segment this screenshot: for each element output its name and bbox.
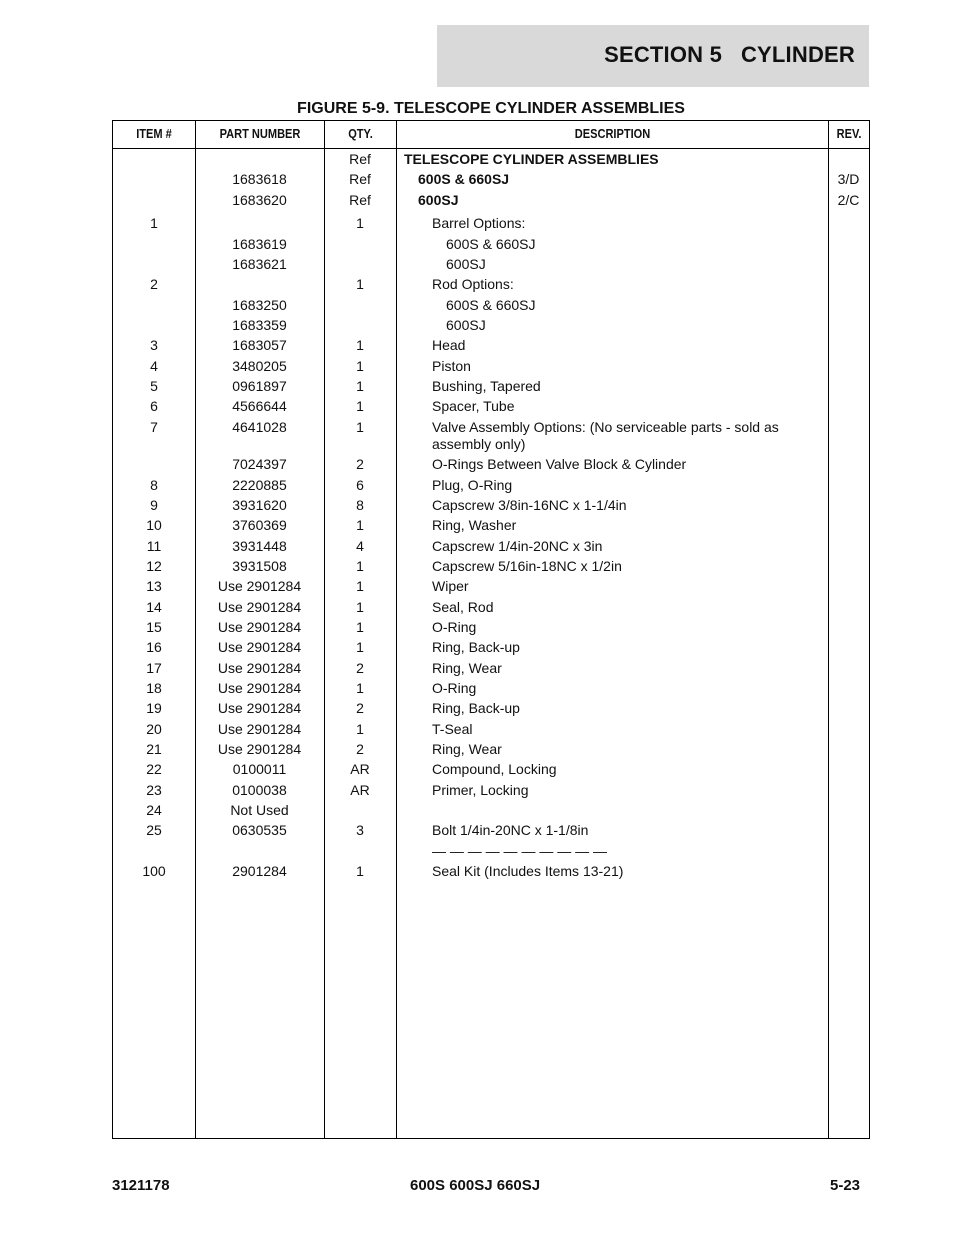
description-text: — — — — — — — — — — bbox=[432, 842, 608, 859]
description bbox=[396, 398, 828, 415]
part-number: 2220885 bbox=[232, 476, 287, 493]
item-number: 23 bbox=[146, 781, 162, 798]
part-number: 4566644 bbox=[232, 398, 287, 415]
part-number: 3931508 bbox=[232, 557, 287, 574]
description-text: 600S & 660SJ bbox=[446, 296, 536, 313]
description-text: Ring, Back-up bbox=[432, 639, 520, 656]
quantity: 1 bbox=[356, 720, 364, 737]
description bbox=[396, 639, 828, 656]
description bbox=[396, 517, 828, 534]
part-number: Use 2901284 bbox=[217, 659, 302, 676]
description bbox=[396, 822, 828, 839]
part-number: 3931448 bbox=[232, 537, 287, 554]
header-rev: REV. bbox=[836, 126, 862, 141]
item-number bbox=[113, 236, 195, 253]
revision bbox=[828, 721, 869, 738]
item-number: 4 bbox=[150, 357, 158, 374]
part-number: 0961897 bbox=[232, 378, 287, 395]
part-number: 3931620 bbox=[232, 496, 287, 513]
part-number: 1683621 bbox=[232, 256, 287, 273]
description bbox=[396, 558, 828, 575]
revision bbox=[828, 761, 869, 778]
table-row bbox=[113, 495, 869, 515]
description-text: 600S & 660SJ bbox=[418, 171, 510, 188]
table-row bbox=[113, 841, 869, 861]
quantity: 1 bbox=[356, 378, 364, 395]
table-row bbox=[113, 295, 869, 315]
description bbox=[396, 802, 828, 819]
part-number: Not Used bbox=[230, 802, 289, 818]
header-qty: QTY. bbox=[348, 126, 373, 141]
revision bbox=[828, 358, 869, 375]
part-number: 1683620 bbox=[232, 191, 287, 208]
item-number bbox=[113, 843, 195, 860]
description bbox=[396, 741, 828, 758]
table-row bbox=[113, 576, 869, 596]
description-text: Wiper bbox=[432, 578, 469, 595]
description-text: Valve Assembly Options: (No serviceable parts - sold as assembly only) bbox=[432, 418, 779, 452]
description-text: Bushing, Tapered bbox=[432, 378, 541, 395]
item-number: 24 bbox=[146, 802, 162, 818]
item-number bbox=[113, 171, 195, 188]
part-number: Use 2901284 bbox=[217, 740, 302, 757]
description-text: T-Seal bbox=[432, 720, 473, 737]
description-text: Spacer, Tube bbox=[432, 398, 515, 415]
revision bbox=[828, 538, 869, 555]
table-row bbox=[113, 637, 869, 657]
quantity: 1 bbox=[356, 418, 364, 435]
description bbox=[396, 863, 828, 880]
description bbox=[396, 477, 828, 494]
item-number: 9 bbox=[150, 496, 158, 513]
table-row bbox=[113, 597, 869, 617]
part-number bbox=[195, 276, 324, 293]
description-text: 600SJ bbox=[418, 191, 459, 208]
description bbox=[396, 171, 828, 188]
quantity: 2 bbox=[356, 740, 364, 757]
revision bbox=[828, 477, 869, 494]
item-number: 10 bbox=[146, 517, 162, 534]
description bbox=[396, 456, 828, 473]
quantity: 4 bbox=[356, 537, 364, 554]
quantity bbox=[324, 297, 396, 314]
item-number: 18 bbox=[146, 679, 162, 696]
quantity: 3 bbox=[356, 822, 364, 839]
quantity: 1 bbox=[356, 618, 364, 635]
quantity: 1 bbox=[356, 863, 364, 880]
quantity: 1 bbox=[356, 276, 364, 293]
quantity: Ref bbox=[349, 151, 371, 167]
item-number: 7 bbox=[150, 418, 158, 435]
revision bbox=[828, 297, 869, 314]
figure-title: FIGURE 5-9. TELESCOPE CYLINDER ASSEMBLIES bbox=[297, 100, 685, 117]
table-row bbox=[113, 719, 869, 739]
item-number bbox=[113, 297, 195, 314]
table-row bbox=[113, 617, 869, 637]
part-number: Use 2901284 bbox=[217, 618, 302, 635]
table-row bbox=[113, 417, 869, 454]
part-number: 7024397 bbox=[232, 456, 287, 473]
revision: 3/D bbox=[837, 171, 860, 188]
table-row bbox=[113, 780, 869, 800]
description bbox=[396, 680, 828, 697]
part-number: 0630535 bbox=[232, 822, 287, 839]
description bbox=[396, 358, 828, 375]
table-row bbox=[113, 356, 869, 376]
part-number bbox=[195, 151, 324, 168]
item-number: 16 bbox=[146, 639, 162, 656]
description-text: O-Ring bbox=[432, 618, 477, 635]
table-row bbox=[113, 169, 869, 189]
quantity: AR bbox=[350, 781, 370, 798]
description bbox=[396, 782, 828, 799]
parts-table bbox=[112, 120, 870, 1139]
table-row bbox=[113, 475, 869, 495]
quantity: 1 bbox=[356, 598, 364, 615]
description bbox=[396, 151, 828, 168]
description bbox=[396, 538, 828, 555]
revision bbox=[828, 215, 869, 232]
quantity: AR bbox=[350, 761, 370, 778]
item-number bbox=[113, 256, 195, 273]
table-header bbox=[113, 121, 869, 149]
quantity: 8 bbox=[356, 496, 364, 513]
item-number: 100 bbox=[142, 863, 166, 880]
item-number: 1 bbox=[150, 215, 158, 232]
revision bbox=[828, 782, 869, 799]
revision bbox=[828, 843, 869, 860]
table-row bbox=[113, 454, 869, 474]
revision bbox=[828, 256, 869, 273]
item-number: 20 bbox=[146, 720, 162, 737]
revision bbox=[828, 276, 869, 293]
revision bbox=[828, 558, 869, 575]
description-text: Ring, Washer bbox=[432, 517, 517, 534]
part-number: 1683057 bbox=[232, 337, 287, 354]
revision bbox=[828, 151, 869, 168]
quantity bbox=[324, 802, 396, 819]
table-row bbox=[113, 335, 869, 355]
description bbox=[396, 317, 828, 334]
item-number: 14 bbox=[146, 598, 162, 615]
section-title: SECTION 5 CYLINDER bbox=[604, 42, 855, 67]
table-row bbox=[113, 658, 869, 678]
section-banner bbox=[437, 25, 869, 87]
revision bbox=[828, 619, 869, 636]
part-number: 1683250 bbox=[232, 296, 287, 313]
description bbox=[396, 619, 828, 636]
item-number bbox=[113, 151, 195, 168]
item-number: 19 bbox=[146, 700, 162, 717]
quantity: 1 bbox=[356, 517, 364, 534]
revision bbox=[828, 599, 869, 616]
description-text: Capscrew 3/8in-16NC x 1-1/4in bbox=[432, 496, 627, 513]
item-number: 22 bbox=[146, 761, 162, 778]
item-number bbox=[113, 317, 195, 334]
table-row bbox=[113, 698, 869, 718]
description bbox=[396, 843, 828, 860]
revision bbox=[828, 660, 869, 677]
part-number: Use 2901284 bbox=[217, 598, 302, 615]
quantity: 1 bbox=[356, 337, 364, 354]
part-number: Use 2901284 bbox=[217, 639, 302, 656]
table-row bbox=[113, 800, 869, 820]
table-row bbox=[113, 149, 869, 169]
quantity bbox=[324, 256, 396, 273]
part-number: Use 2901284 bbox=[217, 720, 302, 737]
table-row bbox=[113, 315, 869, 335]
item-number bbox=[113, 456, 195, 473]
table-row bbox=[113, 739, 869, 759]
header-description: DESCRIPTION bbox=[574, 126, 651, 141]
revision bbox=[828, 378, 869, 395]
table-row bbox=[113, 274, 869, 294]
description bbox=[396, 192, 828, 209]
quantity: 6 bbox=[356, 476, 364, 493]
revision bbox=[828, 822, 869, 839]
part-number: 0100038 bbox=[232, 781, 287, 798]
item-number: 17 bbox=[146, 659, 162, 676]
description-text: O-Rings Between Valve Block & Cylinder bbox=[432, 456, 687, 473]
item-number: 8 bbox=[150, 476, 158, 493]
description-text: Ring, Wear bbox=[432, 659, 502, 676]
description-text: O-Ring bbox=[432, 679, 477, 696]
part-number bbox=[195, 843, 324, 860]
revision bbox=[828, 337, 869, 354]
description bbox=[396, 578, 828, 595]
quantity: Ref bbox=[349, 171, 371, 188]
description bbox=[396, 497, 828, 514]
footer-page-number: 5-23 bbox=[830, 1177, 861, 1194]
revision bbox=[828, 398, 869, 415]
item-number: 13 bbox=[146, 578, 162, 595]
revision bbox=[828, 517, 869, 534]
quantity bbox=[324, 317, 396, 334]
description-text: 600SJ bbox=[446, 256, 486, 273]
description-text: Primer, Locking bbox=[432, 781, 529, 798]
part-number: Use 2901284 bbox=[217, 700, 302, 717]
description-text: Head bbox=[432, 337, 466, 354]
table-row bbox=[113, 536, 869, 556]
description-text: 600S & 660SJ bbox=[446, 235, 536, 252]
item-number: 2 bbox=[150, 276, 158, 293]
revision bbox=[828, 639, 869, 656]
part-number: 4641028 bbox=[232, 418, 287, 435]
part-number: 1683619 bbox=[232, 235, 287, 252]
revision bbox=[828, 317, 869, 334]
description-text: 600SJ bbox=[446, 317, 486, 334]
table-row bbox=[113, 213, 869, 233]
item-number: 15 bbox=[146, 618, 162, 635]
quantity: 1 bbox=[356, 357, 364, 374]
description-text: Ring, Wear bbox=[432, 740, 502, 757]
revision bbox=[828, 578, 869, 595]
footer-doc-number: 3121178 bbox=[112, 1177, 170, 1194]
description-text: TELESCOPE CYLINDER ASSEMBLIES bbox=[404, 151, 659, 167]
part-number: 3480205 bbox=[232, 357, 287, 374]
header-part-number: PART NUMBER bbox=[219, 126, 301, 141]
part-number: 3760369 bbox=[232, 517, 287, 534]
quantity: 2 bbox=[356, 700, 364, 717]
description bbox=[396, 337, 828, 354]
part-number: 2901284 bbox=[232, 863, 287, 880]
item-number: 11 bbox=[146, 537, 162, 554]
header-item: ITEM # bbox=[136, 126, 172, 141]
description bbox=[396, 276, 828, 293]
revision bbox=[828, 700, 869, 717]
item-number: 21 bbox=[146, 740, 162, 757]
revision bbox=[828, 456, 869, 473]
description bbox=[396, 419, 828, 453]
part-number: 1683359 bbox=[232, 317, 287, 334]
part-number: 1683618 bbox=[232, 171, 287, 188]
quantity: 1 bbox=[356, 215, 364, 232]
table-row bbox=[113, 556, 869, 576]
part-number bbox=[195, 215, 324, 232]
quantity: 1 bbox=[356, 639, 364, 656]
description bbox=[396, 599, 828, 616]
part-number: 0100011 bbox=[232, 761, 287, 778]
quantity bbox=[324, 843, 396, 860]
revision bbox=[828, 863, 869, 880]
quantity: 1 bbox=[356, 398, 364, 415]
footer-models: 600S 600SJ 660SJ bbox=[410, 1177, 541, 1194]
quantity: 2 bbox=[356, 659, 364, 676]
table-row bbox=[113, 678, 869, 698]
description-text: Barrel Options: bbox=[432, 215, 526, 232]
item-number: 12 bbox=[146, 557, 162, 574]
description-text: Compound, Locking bbox=[432, 761, 557, 778]
description-text: Ring, Back-up bbox=[432, 700, 520, 717]
quantity bbox=[324, 236, 396, 253]
table-row bbox=[113, 759, 869, 779]
quantity: Ref bbox=[349, 191, 371, 208]
table-row bbox=[113, 376, 869, 396]
revision: 2/C bbox=[837, 191, 860, 208]
part-number: Use 2901284 bbox=[217, 578, 302, 595]
quantity: 2 bbox=[356, 456, 364, 473]
description bbox=[396, 297, 828, 314]
revision bbox=[828, 419, 869, 453]
table-body bbox=[113, 149, 869, 881]
description bbox=[396, 660, 828, 677]
table-row bbox=[113, 234, 869, 254]
description bbox=[396, 256, 828, 273]
description-text: Seal Kit (Includes Items 13-21) bbox=[432, 863, 624, 880]
revision bbox=[828, 741, 869, 758]
table-row bbox=[113, 820, 869, 840]
table-row bbox=[113, 515, 869, 535]
description-text: Capscrew 5/16in-18NC x 1/2in bbox=[432, 557, 622, 574]
revision bbox=[828, 680, 869, 697]
description-text: Capscrew 1/4in-20NC x 3in bbox=[432, 537, 603, 554]
item-number bbox=[113, 192, 195, 209]
item-number: 5 bbox=[150, 378, 158, 395]
table-row bbox=[113, 861, 869, 881]
quantity: 1 bbox=[356, 578, 364, 595]
quantity: 1 bbox=[356, 679, 364, 696]
description bbox=[396, 761, 828, 778]
description-text: Bolt 1/4in-20NC x 1-1/8in bbox=[432, 822, 589, 839]
description bbox=[396, 236, 828, 253]
quantity: 1 bbox=[356, 557, 364, 574]
description-text: Rod Options: bbox=[432, 276, 514, 293]
description bbox=[396, 700, 828, 717]
description bbox=[396, 215, 828, 232]
description-text: Plug, O-Ring bbox=[432, 476, 513, 493]
description-text: Seal, Rod bbox=[432, 598, 494, 615]
description bbox=[396, 378, 828, 395]
description bbox=[396, 721, 828, 738]
revision bbox=[828, 497, 869, 514]
item-number: 3 bbox=[150, 337, 158, 354]
item-number: 25 bbox=[146, 822, 162, 839]
part-number: Use 2901284 bbox=[217, 679, 302, 696]
table-row bbox=[113, 254, 869, 274]
item-number: 6 bbox=[150, 398, 158, 415]
table-row bbox=[113, 396, 869, 416]
revision bbox=[828, 802, 869, 819]
table-row bbox=[113, 190, 869, 210]
revision bbox=[828, 236, 869, 253]
description-text: Piston bbox=[432, 357, 471, 374]
